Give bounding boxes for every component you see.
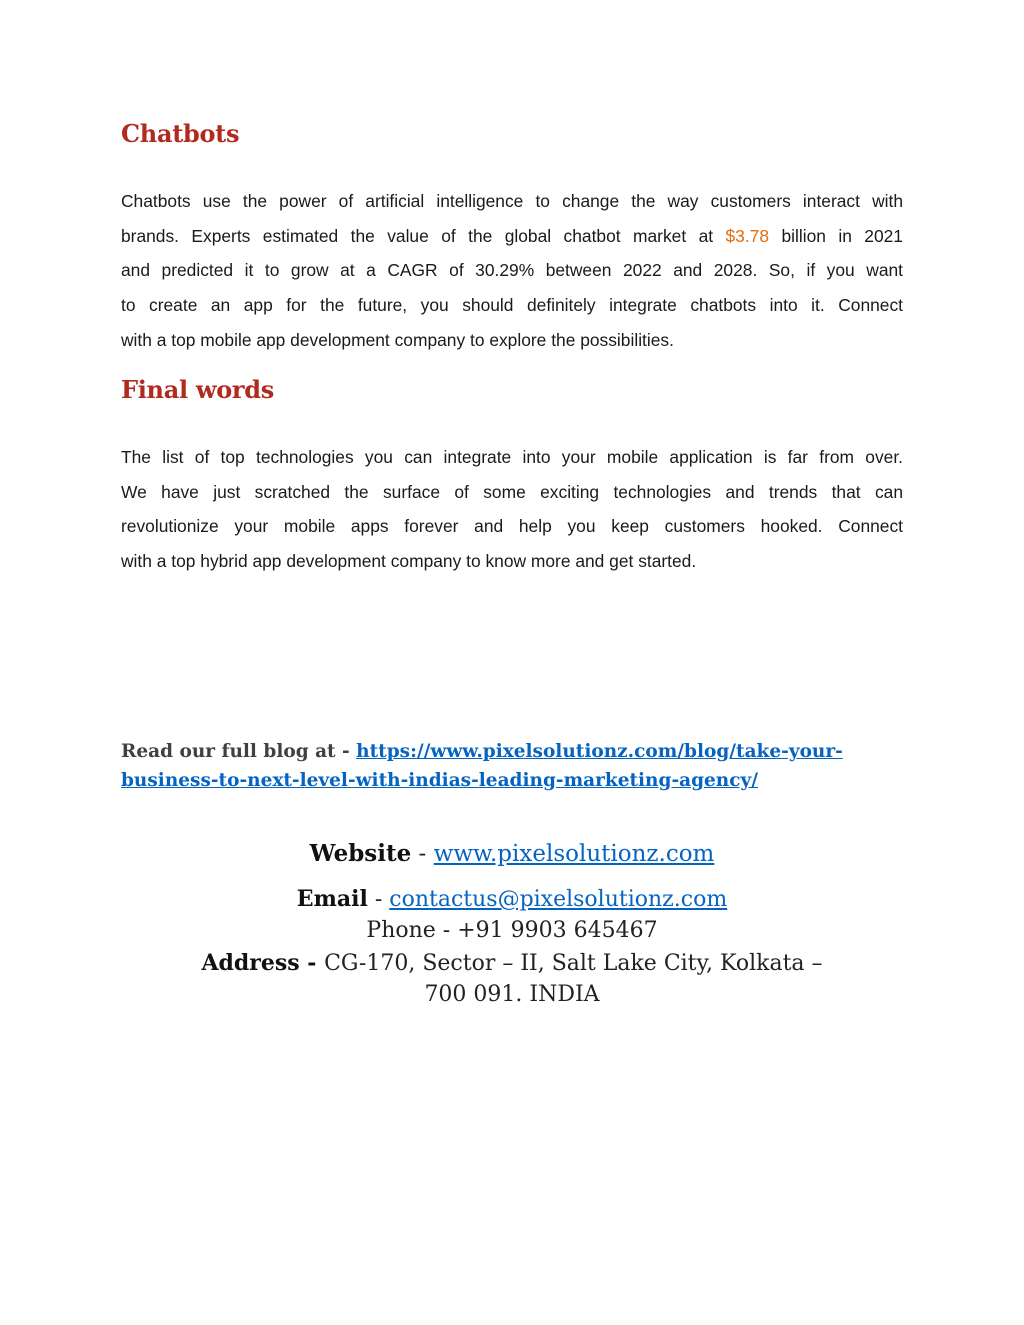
blog-link-line-2: business-to-next-level-with-indias-leading-marketing-agency/ [121, 770, 759, 791]
blog-label: Read our full blog at - [121, 741, 357, 762]
chatbots-line-2-end: billion in 2021 [769, 225, 903, 246]
chatbots-line-2-start: brands. Experts estimated the value of the global chatbot market at [121, 225, 726, 246]
website-separator: - [411, 841, 434, 867]
email-label: Email [296, 886, 368, 912]
phone-line: Phone - +91 9903 645467 [366, 918, 658, 943]
chatbots-paragraph [121, 184, 903, 358]
final-words-paragraph [121, 440, 903, 579]
email-line [0, 886, 1024, 912]
email-link[interactable]: contactus@pixelsolutionz.com [389, 887, 728, 912]
final-words-heading: Final words [121, 375, 274, 404]
chatbots-line-2 [121, 219, 903, 254]
address-label: Address - [201, 950, 325, 976]
chatbots-line-4: to create an app for the future, you should definitely integrate chatbots into it. Connect [121, 295, 903, 316]
address-line [0, 950, 1024, 976]
chatbots-line-3: and predicted it to grow at a CAGR of 30.29% between 2022 and 2028. So, if you want [121, 260, 903, 281]
website-link[interactable]: www.pixelsolutionz.com [433, 841, 715, 867]
market-value-highlight: $3.78 [725, 225, 770, 246]
website-line [0, 840, 1024, 867]
final-words-line-2: We have just scratched the surface of some exciting technologies and trends that can [121, 481, 903, 502]
blog-reference [121, 737, 921, 795]
chatbots-line-5: with a top mobile app development company to explore the possibilities. [121, 329, 674, 350]
address-line-1: CG-170, Sector – II, Salt Lake City, Kolkata – [324, 951, 823, 976]
chatbots-line-1: Chatbots use the power of artificial intelligence to change the way customers interact with [121, 191, 903, 211]
chatbots-heading: Chatbots [121, 119, 240, 148]
website-label: Website [309, 840, 412, 867]
blog-link-line-1: https://www.pixelsolutionz.com/blog/take-your- [356, 741, 843, 762]
email-separator: - [367, 887, 390, 912]
address-line-2: 700 091. INDIA [424, 982, 600, 1007]
final-words-line-1: The list of top technologies you can integrate into your mobile application is far from over. [121, 447, 903, 467]
final-words-line-3: revolutionize your mobile apps forever and help you keep customers hooked. Connect [121, 516, 903, 537]
final-words-line-4: with a top hybrid app development company to know more and get started. [121, 551, 697, 572]
